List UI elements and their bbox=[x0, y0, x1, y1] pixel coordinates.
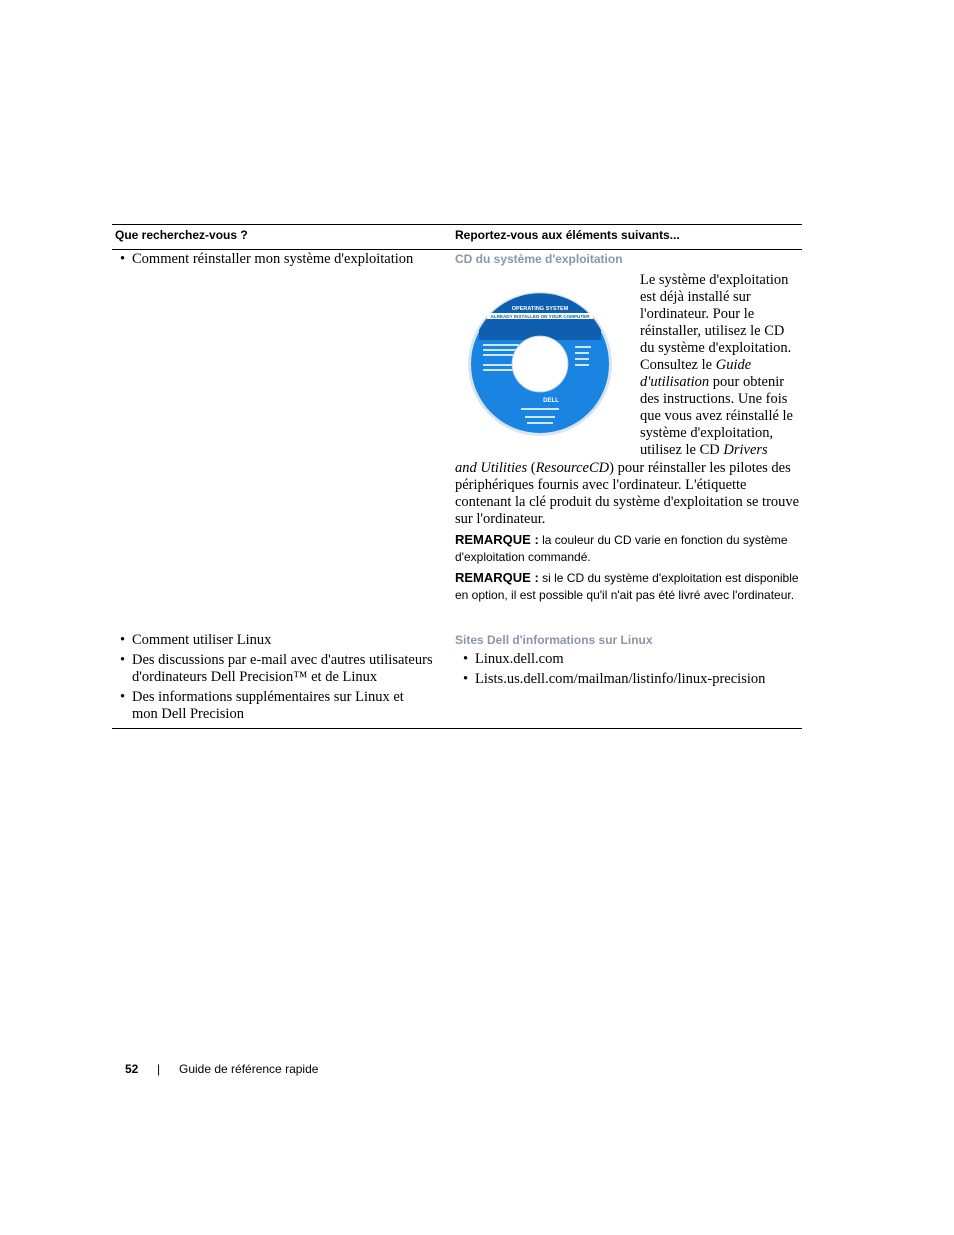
os-cd-para-cont: and Utilities (ResourceCD) pour réinstaller les pilotes des périphériques fournis avec l'ordinateur. L'étiquette contenant la clé produit du système d'exploitation se trouve sur l'ordinateur. REMARQUE : la couleur du CD varie en fonction du système d'exploitation commandé. REMARQUE : si le CD du système d'exploitation est disponible en option, il est possible qu'il n'ait pas été livré avec l'ordinateur. bbox=[455, 460, 802, 604]
list-item: • Comment réinstaller mon système d'exploitation bbox=[112, 251, 442, 268]
row2-left bbox=[112, 632, 442, 726]
section-title-os-cd: CD du système d'exploitation bbox=[455, 252, 623, 266]
section-title-linux-sites: Sites Dell d'informations sur Linux bbox=[455, 633, 653, 647]
dell-logo: DELL bbox=[543, 398, 559, 404]
list-item: • Des informations supplémentaires sur Linux et mon Dell Precision bbox=[112, 689, 412, 723]
note-cd-color: REMARQUE : la couleur du CD varie en fonction du système d'exploitation commandé. bbox=[455, 532, 788, 564]
header-rule bbox=[112, 249, 802, 250]
row2-right bbox=[455, 633, 802, 691]
table-bottom-rule bbox=[112, 728, 802, 729]
cd-band-subtitle: ALREADY INSTALLED ON YOUR COMPUTER bbox=[490, 314, 590, 319]
header-right: Reportez-vous aux éléments suivants... bbox=[455, 228, 680, 242]
footer-title: Guide de référence rapide bbox=[179, 1062, 319, 1076]
link-linux-precision-list[interactable]: • Lists.us.dell.com/mailman/listinfo/linux-precision bbox=[455, 671, 802, 688]
cd-band-title: OPERATING SYSTEM bbox=[511, 306, 569, 312]
link-linux-dell[interactable]: • Linux.dell.com bbox=[455, 651, 802, 668]
header-left: Que recherchez-vous ? bbox=[115, 228, 248, 242]
os-cd-para-wrap: Le système d'exploitation est déjà installé sur l'ordinateur. Pour le réinstaller, utilisez le CD du système d'exploitation. Consultez le Guide d'utilisation pour obtenir des instructions. Une fois que vous avez réinstallé le système d'exploitation, utilisez le CD Drivers bbox=[640, 272, 793, 458]
list-item: • Comment utiliser Linux bbox=[112, 632, 442, 649]
row1-right bbox=[455, 252, 802, 602]
table-top-rule bbox=[112, 224, 802, 225]
note-cd-optional: REMARQUE : si le CD du système d'exploitation est disponible en option, il est possible qu'il n'ait pas été livré avec l'ordinateur. bbox=[455, 570, 799, 602]
row1-left bbox=[112, 251, 442, 271]
os-cd-image bbox=[465, 286, 615, 442]
page-number: 52 bbox=[125, 1062, 139, 1076]
footer-separator: | bbox=[157, 1062, 161, 1076]
list-item: • Des discussions par e-mail avec d'autres utilisateurs d'ordinateurs Dell Precision™ et de Linux bbox=[112, 652, 442, 686]
